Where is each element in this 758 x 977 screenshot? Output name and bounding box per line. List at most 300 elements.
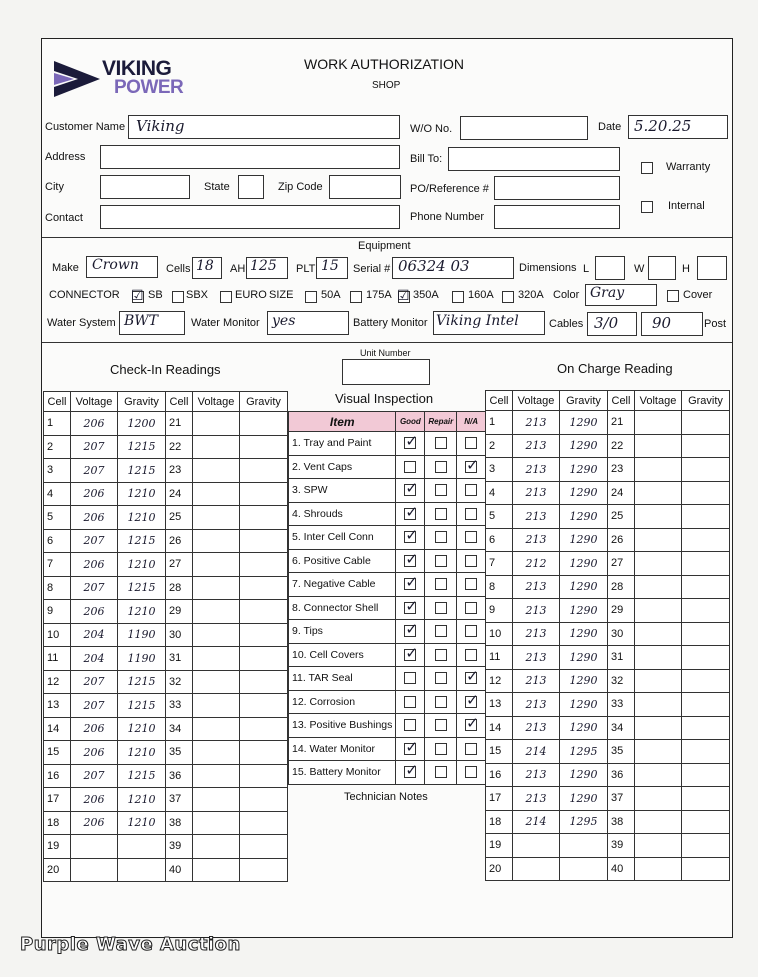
oncharge-cell[interactable] <box>682 552 730 576</box>
oncharge-cell[interactable] <box>682 716 730 740</box>
oncharge-cell[interactable]: 214 <box>513 740 560 764</box>
checkin-cell[interactable] <box>193 788 240 812</box>
table-row <box>486 411 730 435</box>
oncharge-cell[interactable] <box>635 552 682 576</box>
checkin-cell[interactable] <box>71 835 118 859</box>
inspection-na-checkbox[interactable] <box>465 555 477 567</box>
oncharge-cell[interactable]: 213 <box>513 505 560 529</box>
checkin-cell[interactable] <box>193 835 240 859</box>
oncharge-cell[interactable]: 213 <box>513 763 560 787</box>
inspection-good-cell <box>396 620 425 644</box>
inspection-na-checkbox[interactable] <box>465 578 477 590</box>
table-row <box>486 646 730 670</box>
oncharge-cell[interactable] <box>635 434 682 458</box>
checkin-cell[interactable] <box>240 717 288 741</box>
checkin-cell[interactable] <box>240 482 288 506</box>
checkin-cell[interactable]: 1190 <box>118 647 166 671</box>
oncharge-cell[interactable] <box>682 505 730 529</box>
checkin-cell[interactable]: 207 <box>71 576 118 600</box>
inspection-item-label: 6. Positive Cable <box>289 549 396 573</box>
checkin-cell[interactable]: 206 <box>71 482 118 506</box>
oncharge-cell[interactable]: 213 <box>513 458 560 482</box>
inspection-repair-cell <box>425 643 457 667</box>
checkin-cell[interactable] <box>118 835 166 859</box>
contact-field[interactable] <box>100 205 400 229</box>
inspection-good-cell <box>396 714 425 738</box>
checkin-cell[interactable]: 207 <box>71 529 118 553</box>
checkin-cell[interactable] <box>240 858 288 882</box>
checkin-cell[interactable] <box>240 576 288 600</box>
checkin-cell: 20 <box>44 858 71 882</box>
table-row <box>44 741 288 765</box>
inspection-good-checkbox[interactable] <box>404 719 416 731</box>
inspection-repair-cell <box>425 667 457 691</box>
oncharge-cell[interactable] <box>635 575 682 599</box>
oncharge-cell[interactable]: 1290 <box>560 481 608 505</box>
checkin-cell[interactable] <box>240 529 288 553</box>
inspection-na-checkbox[interactable] <box>465 766 477 778</box>
oncharge-cell[interactable] <box>682 787 730 811</box>
oncharge-cell[interactable]: 1290 <box>560 646 608 670</box>
internal-label: Internal <box>668 200 705 212</box>
oncharge-cell[interactable]: 1290 <box>560 528 608 552</box>
inspection-row <box>289 596 486 620</box>
oncharge-cell: 10 <box>486 622 513 646</box>
inspection-na-checkbox[interactable] <box>465 690 479 709</box>
inspection-row <box>289 667 486 691</box>
checkin-cell: 13 <box>44 694 71 718</box>
inspection-repair-cell <box>425 455 457 479</box>
oncharge-cell[interactable]: 1295 <box>560 740 608 764</box>
inspection-good-checkbox[interactable] <box>404 596 418 615</box>
wo-field[interactable] <box>460 116 588 140</box>
checkin-cell[interactable] <box>240 506 288 530</box>
inspection-repair-cell <box>425 596 457 620</box>
inspection-repair-checkbox[interactable] <box>435 461 447 473</box>
checkin-cell[interactable] <box>193 529 240 553</box>
oncharge-cell[interactable]: 1290 <box>560 763 608 787</box>
table-row <box>44 529 288 553</box>
oncharge-cell[interactable] <box>682 575 730 599</box>
oncharge-readings-table <box>485 390 730 881</box>
dim-l-field[interactable] <box>595 256 625 280</box>
oncharge-cell[interactable]: 1290 <box>560 599 608 623</box>
checkin-cell[interactable]: 206 <box>71 788 118 812</box>
table-row <box>486 669 730 693</box>
oncharge-cell: 9 <box>486 599 513 623</box>
inspection-good-cell <box>396 479 425 503</box>
inspection-good-checkbox[interactable] <box>404 479 418 498</box>
state-field[interactable] <box>238 175 264 199</box>
checkin-cell[interactable]: 1215 <box>118 459 166 483</box>
dim-h-label: H <box>682 263 690 275</box>
checkin-cell[interactable] <box>193 600 240 624</box>
oncharge-cell[interactable] <box>635 669 682 693</box>
inspection-repair-cell <box>425 432 457 456</box>
unit-number-field[interactable] <box>342 359 430 385</box>
checkin-cell[interactable] <box>240 647 288 671</box>
dim-h-field[interactable] <box>697 256 727 280</box>
dim-w-field[interactable] <box>648 256 676 280</box>
checkin-cell[interactable] <box>193 623 240 647</box>
color-label: Color <box>553 289 580 301</box>
checkin-cell[interactable]: 206 <box>71 717 118 741</box>
oncharge-cell[interactable] <box>635 505 682 529</box>
oncharge-cell: 6 <box>486 528 513 552</box>
checkin-cell[interactable]: 207 <box>71 435 118 459</box>
inspection-repair-checkbox[interactable] <box>435 719 447 731</box>
oncharge-cell[interactable] <box>682 599 730 623</box>
inspection-repair-checkbox[interactable] <box>435 649 447 661</box>
checkin-cell[interactable] <box>193 506 240 530</box>
checkin-cell: 38 <box>165 811 192 835</box>
oncharge-cell[interactable] <box>635 528 682 552</box>
oncharge-cell[interactable] <box>682 857 730 881</box>
connector-175a-label: 175A <box>366 289 392 301</box>
oncharge-cell[interactable]: 213 <box>513 528 560 552</box>
connector-sb-label: SB <box>148 289 163 301</box>
checkin-cell[interactable] <box>193 764 240 788</box>
inspection-repair-checkbox[interactable] <box>435 578 447 590</box>
inspection-na-cell <box>457 643 486 667</box>
oncharge-cell[interactable] <box>635 787 682 811</box>
connector-euro-checkbox[interactable] <box>220 291 232 303</box>
checkin-cell[interactable]: 207 <box>71 670 118 694</box>
oncharge-cell[interactable] <box>560 857 608 881</box>
oncharge-cell[interactable]: 1290 <box>560 693 608 717</box>
connector-sbx-checkbox[interactable] <box>172 291 184 303</box>
cover-checkbox[interactable] <box>667 290 679 302</box>
checkin-header-0: Cell <box>44 392 71 412</box>
oncharge-cell[interactable]: 213 <box>513 646 560 670</box>
inspection-good-checkbox[interactable] <box>404 502 418 521</box>
oncharge-cell[interactable] <box>635 716 682 740</box>
wo-label: W/O No. <box>410 123 453 135</box>
inspection-repair-checkbox[interactable] <box>435 437 447 449</box>
inspection-repair-checkbox[interactable] <box>435 625 447 637</box>
inspection-na-checkbox[interactable] <box>465 484 477 496</box>
checkin-cell[interactable]: 1210 <box>118 741 166 765</box>
oncharge-cell: 11 <box>486 646 513 670</box>
oncharge-cell[interactable]: 1290 <box>560 669 608 693</box>
checkin-cell[interactable]: 207 <box>71 694 118 718</box>
oncharge-cell[interactable]: 213 <box>513 481 560 505</box>
oncharge-cell[interactable]: 1295 <box>560 810 608 834</box>
inspection-item-label: 11. TAR Seal <box>289 667 396 691</box>
checkin-cell[interactable] <box>193 811 240 835</box>
checkin-cell[interactable]: 1215 <box>118 576 166 600</box>
cables-field-2[interactable] <box>641 312 703 336</box>
checkin-cell[interactable]: 206 <box>71 600 118 624</box>
inspection-na-checkbox[interactable] <box>465 455 479 474</box>
oncharge-cell[interactable] <box>635 857 682 881</box>
checkin-cell[interactable] <box>193 647 240 671</box>
zip-field[interactable] <box>329 175 401 199</box>
checkin-cell: 40 <box>165 858 192 882</box>
checkin-cell[interactable] <box>193 553 240 577</box>
warranty-checkbox[interactable] <box>641 162 653 174</box>
oncharge-cell: 3 <box>486 458 513 482</box>
inspection-repair-checkbox[interactable] <box>435 531 447 543</box>
bill-to-field[interactable] <box>448 147 620 171</box>
oncharge-cell[interactable] <box>682 763 730 787</box>
inspection-header-2: Repair <box>425 412 457 432</box>
oncharge-cell: 39 <box>607 834 634 858</box>
oncharge-cell[interactable]: 213 <box>513 787 560 811</box>
inspection-good-checkbox[interactable] <box>404 573 418 592</box>
oncharge-cell[interactable] <box>682 411 730 435</box>
dim-w-label: W <box>634 263 645 275</box>
inspection-na-checkbox[interactable] <box>465 531 477 543</box>
checkin-cell: 31 <box>165 647 192 671</box>
connector-160a-checkbox[interactable] <box>452 291 464 303</box>
inspection-good-checkbox[interactable] <box>404 696 416 708</box>
checkin-cell[interactable] <box>240 694 288 718</box>
checkin-cell[interactable] <box>240 435 288 459</box>
inspection-good-checkbox[interactable] <box>404 761 418 780</box>
checkin-cell[interactable] <box>240 835 288 859</box>
oncharge-cell[interactable] <box>513 857 560 881</box>
checkin-cell[interactable]: 1210 <box>118 600 166 624</box>
checkin-cell[interactable] <box>240 600 288 624</box>
oncharge-cell[interactable] <box>682 622 730 646</box>
checkin-cell[interactable]: 1215 <box>118 670 166 694</box>
table-row <box>44 600 288 624</box>
oncharge-cell[interactable]: 213 <box>513 599 560 623</box>
inspection-na-checkbox[interactable] <box>465 667 479 686</box>
checkin-cell[interactable]: 1215 <box>118 435 166 459</box>
oncharge-cell[interactable] <box>635 646 682 670</box>
oncharge-cell[interactable] <box>682 669 730 693</box>
oncharge-cell[interactable]: 214 <box>513 810 560 834</box>
checkin-cell[interactable]: 1210 <box>118 811 166 835</box>
oncharge-cell[interactable] <box>682 646 730 670</box>
oncharge-cell: 31 <box>607 646 634 670</box>
checkin-cell[interactable]: 207 <box>71 764 118 788</box>
oncharge-cell[interactable] <box>635 458 682 482</box>
oncharge-cell: 2 <box>486 434 513 458</box>
checkin-cell[interactable] <box>240 553 288 577</box>
city-field[interactable] <box>100 175 190 199</box>
oncharge-cell[interactable]: 213 <box>513 411 560 435</box>
checkin-cell[interactable]: 1210 <box>118 482 166 506</box>
checkin-cell[interactable] <box>193 694 240 718</box>
oncharge-cell[interactable] <box>560 834 608 858</box>
checkin-cell[interactable]: 206 <box>71 412 118 436</box>
inspection-good-checkbox[interactable] <box>404 526 418 545</box>
checkin-cell[interactable]: 206 <box>71 811 118 835</box>
connector-euro-label: EURO <box>235 289 267 301</box>
oncharge-cell: 18 <box>486 810 513 834</box>
oncharge-cell[interactable] <box>635 411 682 435</box>
inspection-na-checkbox[interactable] <box>465 625 477 637</box>
oncharge-cell[interactable]: 213 <box>513 434 560 458</box>
oncharge-header-3: Cell <box>607 391 634 411</box>
inspection-na-checkbox[interactable] <box>465 602 477 614</box>
inspection-repair-checkbox[interactable] <box>435 602 447 614</box>
oncharge-cell[interactable]: 1290 <box>560 622 608 646</box>
inspection-row <box>289 761 486 785</box>
inspection-repair-checkbox[interactable] <box>435 766 447 778</box>
checkin-cell[interactable] <box>240 670 288 694</box>
oncharge-cell[interactable]: 1290 <box>560 716 608 740</box>
oncharge-cell[interactable] <box>513 834 560 858</box>
inspection-item-label: 12. Corrosion <box>289 690 396 714</box>
checkin-cell[interactable] <box>193 459 240 483</box>
inspection-good-checkbox[interactable] <box>404 432 418 451</box>
checkin-cell[interactable]: 204 <box>71 647 118 671</box>
checkin-cell[interactable]: 207 <box>71 459 118 483</box>
inspection-good-checkbox[interactable] <box>404 620 418 639</box>
checkin-cell[interactable] <box>193 482 240 506</box>
address-field[interactable] <box>100 145 400 169</box>
checkin-cell: 5 <box>44 506 71 530</box>
oncharge-cell[interactable]: 1290 <box>560 575 608 599</box>
oncharge-cell[interactable]: 1290 <box>560 458 608 482</box>
check-mark-icon: ✓ <box>405 643 418 662</box>
checkin-cell[interactable] <box>240 764 288 788</box>
oncharge-cell[interactable] <box>635 834 682 858</box>
inspection-na-checkbox[interactable] <box>465 649 477 661</box>
checkin-cell[interactable] <box>240 811 288 835</box>
inspection-good-checkbox[interactable] <box>404 461 416 473</box>
checkin-cell[interactable]: 1215 <box>118 529 166 553</box>
inspection-repair-checkbox[interactable] <box>435 484 447 496</box>
oncharge-cell[interactable] <box>682 458 730 482</box>
oncharge-cell[interactable] <box>682 693 730 717</box>
checkin-cell[interactable] <box>240 623 288 647</box>
inspection-repair-checkbox[interactable] <box>435 508 447 520</box>
inspection-repair-checkbox[interactable] <box>435 555 447 567</box>
checkin-cell[interactable] <box>240 459 288 483</box>
inspection-repair-checkbox[interactable] <box>435 696 447 708</box>
checkin-cell[interactable]: 206 <box>71 741 118 765</box>
inspection-na-checkbox[interactable] <box>465 508 477 520</box>
oncharge-cell[interactable]: 213 <box>513 716 560 740</box>
checkin-cell[interactable]: 204 <box>71 623 118 647</box>
check-mark-icon: ✓ <box>405 761 418 780</box>
inspection-na-checkbox[interactable] <box>465 437 477 449</box>
oncharge-cell[interactable]: 1290 <box>560 552 608 576</box>
oncharge-cell[interactable]: 213 <box>513 669 560 693</box>
checkin-cell[interactable] <box>193 670 240 694</box>
checkin-cell[interactable] <box>193 858 240 882</box>
oncharge-cell[interactable] <box>682 481 730 505</box>
oncharge-cell[interactable]: 1290 <box>560 505 608 529</box>
checkin-cell[interactable]: 1200 <box>118 412 166 436</box>
make-label: Make <box>52 262 79 274</box>
oncharge-cell[interactable]: 1290 <box>560 434 608 458</box>
oncharge-cell[interactable]: 212 <box>513 552 560 576</box>
inspection-good-checkbox[interactable] <box>404 549 418 568</box>
connector-sbx-label: SBX <box>186 289 209 301</box>
checkin-cell[interactable] <box>240 788 288 812</box>
checkin-cell: 19 <box>44 835 71 859</box>
inspection-na-checkbox[interactable] <box>465 714 479 733</box>
oncharge-cell[interactable]: 1290 <box>560 411 608 435</box>
oncharge-cell[interactable] <box>682 434 730 458</box>
inspection-na-checkbox[interactable] <box>465 743 477 755</box>
checkin-cell[interactable] <box>193 435 240 459</box>
checkin-cell[interactable]: 1210 <box>118 506 166 530</box>
po-field[interactable] <box>494 176 620 200</box>
checkin-cell: 3 <box>44 459 71 483</box>
checkin-cell[interactable]: 1210 <box>118 553 166 577</box>
table-row <box>44 858 288 882</box>
unit-number-label: Unit Number <box>360 348 411 358</box>
internal-checkbox[interactable] <box>641 201 653 213</box>
inspection-good-checkbox[interactable] <box>404 737 418 756</box>
checkin-cell[interactable] <box>193 741 240 765</box>
inspection-good-checkbox[interactable] <box>404 672 416 684</box>
checkin-cell[interactable] <box>193 576 240 600</box>
oncharge-cell[interactable]: 213 <box>513 622 560 646</box>
checkin-cell[interactable]: 206 <box>71 506 118 530</box>
oncharge-cell[interactable] <box>635 810 682 834</box>
checkin-cell[interactable] <box>118 858 166 882</box>
inspection-repair-cell <box>425 502 457 526</box>
oncharge-cell[interactable]: 213 <box>513 693 560 717</box>
inspection-item-label: 4. Shrouds <box>289 502 396 526</box>
inspection-repair-checkbox[interactable] <box>435 672 447 684</box>
checkin-cell[interactable] <box>71 858 118 882</box>
checkin-cell[interactable] <box>193 717 240 741</box>
checkin-cell[interactable]: 1210 <box>118 717 166 741</box>
inspection-repair-cell <box>425 690 457 714</box>
inspection-header-row <box>289 412 486 432</box>
oncharge-cell[interactable]: 213 <box>513 575 560 599</box>
oncharge-cell[interactable] <box>635 622 682 646</box>
checkin-cell[interactable]: 1215 <box>118 764 166 788</box>
oncharge-cell[interactable] <box>682 810 730 834</box>
inspection-good-cell <box>396 667 425 691</box>
checkin-cell[interactable]: 206 <box>71 553 118 577</box>
inspection-good-checkbox[interactable] <box>404 643 418 662</box>
oncharge-cell: 34 <box>607 716 634 740</box>
checkin-cell[interactable] <box>240 741 288 765</box>
oncharge-cell[interactable] <box>635 481 682 505</box>
checkin-cell[interactable]: 1210 <box>118 788 166 812</box>
cables-value-2: 90 <box>652 314 672 332</box>
work-authorization-form <box>41 38 733 938</box>
equipment-divider <box>42 237 732 238</box>
inspection-na-cell <box>457 549 486 573</box>
oncharge-cell[interactable] <box>635 740 682 764</box>
oncharge-cell[interactable] <box>635 763 682 787</box>
inspection-repair-checkbox[interactable] <box>435 743 447 755</box>
checkin-cell: 18 <box>44 811 71 835</box>
oncharge-cell[interactable] <box>635 599 682 623</box>
checkin-cell: 10 <box>44 623 71 647</box>
inspection-item-label: 7. Negative Cable <box>289 573 396 597</box>
inspection-item-label: 2. Vent Caps <box>289 455 396 479</box>
oncharge-cell[interactable] <box>682 528 730 552</box>
oncharge-cell[interactable] <box>635 693 682 717</box>
connector-320a-checkbox[interactable] <box>502 291 514 303</box>
connector-50a-checkbox[interactable] <box>305 291 317 303</box>
checkin-cell[interactable]: 1190 <box>118 623 166 647</box>
oncharge-cell[interactable] <box>682 740 730 764</box>
inspection-na-cell <box>457 573 486 597</box>
oncharge-cell[interactable] <box>682 834 730 858</box>
viking-power-logo <box>54 55 194 99</box>
connector-175a-checkbox[interactable] <box>350 291 362 303</box>
checkin-cell[interactable]: 1215 <box>118 694 166 718</box>
checkin-cell[interactable] <box>193 412 240 436</box>
phone-field[interactable] <box>494 205 620 229</box>
oncharge-cell[interactable]: 1290 <box>560 787 608 811</box>
checkin-cell[interactable] <box>240 412 288 436</box>
